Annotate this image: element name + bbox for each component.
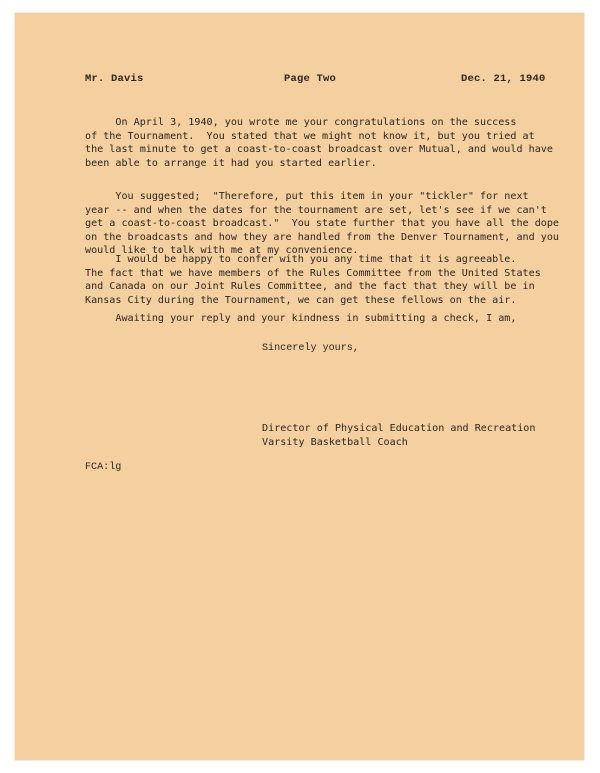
letter-page — [15, 13, 584, 760]
header-recipient: Mr. Davis — [85, 73, 144, 85]
header-page-number: Page Two — [284, 73, 337, 85]
paragraph-2-line: You suggested; "Therefore, put this item in your "tickler" for next — [85, 191, 529, 202]
paragraph-3-line: I would be happy to confer with you any time that it is agreeable. — [85, 254, 517, 265]
paragraph-2-line: year -- and when the dates for the tournament are set, let's see if we can't — [85, 204, 547, 216]
typist-initials: FCA:lg — [85, 462, 122, 473]
paragraph-1-line: On April 3, 1940, you wrote me your congratulations on the success — [85, 117, 517, 128]
paragraph-3-line: Kansas City during the Tournament, we can get these fellows on the air. — [85, 294, 517, 306]
header-date: Dec. 21, 1940 — [461, 73, 546, 85]
paragraph-1 — [85, 116, 553, 170]
page-header — [15, 73, 584, 87]
paragraph-3 — [85, 253, 541, 307]
paragraph-2-line: get a coast-to-coast broadcast." You state further that you have all the dope — [85, 218, 560, 229]
paragraph-2-line: on the broadcasts and how they are handled from the Denver Tournament, and you — [85, 231, 560, 243]
paragraph-2-line: would like to talk with me at my convenience. — [85, 245, 359, 256]
paragraph-1-line: been able to arrange it had you started earlier. — [85, 157, 377, 169]
paragraph-1-line: of the Tournament. You stated that we might not know it, but you tried at — [85, 130, 535, 142]
paragraph-3-line: and Canada on our Joint Rules Committee, and the fact that they will be in — [85, 281, 535, 292]
signature-title: Director of Physical Education and Recreation — [262, 423, 536, 434]
signature-subtitle: Varsity Basketball Coach — [262, 436, 408, 448]
closing-salutation: Sincerely yours, — [262, 343, 359, 354]
paragraph-1-line: the last minute to get a coast-to-coast broadcast over Mutual, and would have — [85, 144, 553, 155]
signature-block — [262, 422, 535, 449]
paragraph-2 — [85, 190, 560, 258]
paragraph-4 — [85, 312, 525, 326]
paragraph-4-line: Awaiting your reply and your kindness in submitting a check, I am, — [85, 313, 517, 324]
paragraph-3-line: The fact that we have members of the Rules Committee from the United States — [85, 267, 541, 279]
